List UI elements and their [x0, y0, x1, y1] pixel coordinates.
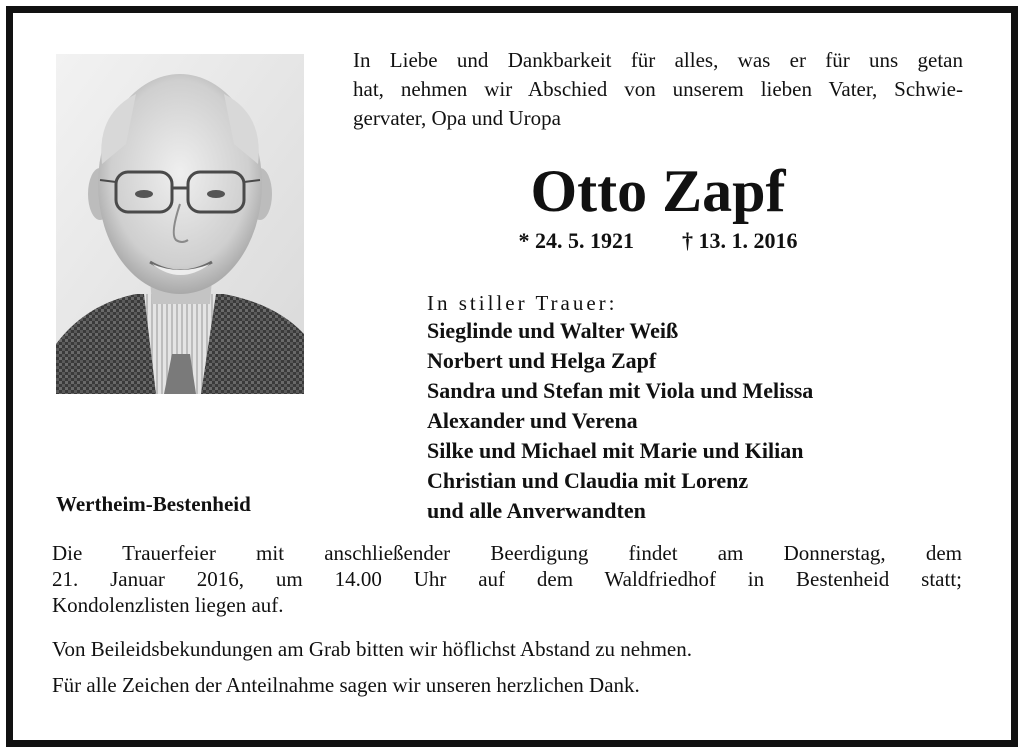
location: Wertheim-Bestenheid	[56, 492, 251, 516]
life-dates	[353, 226, 963, 256]
funeral-details	[52, 540, 962, 618]
birth-date: * 24. 5. 1921	[518, 228, 634, 253]
mourner-name: Sandra und Stefan mit Viola und Melissa	[427, 378, 814, 403]
mourner-name: Norbert und Helga Zapf	[427, 348, 657, 373]
portrait-photo	[56, 54, 304, 394]
intro-line: gervater, Opa und Uropa	[353, 106, 561, 130]
intro-line: hat, nehmen wir Abschied von unserem lieben Vater, Schwie-	[353, 77, 963, 101]
mourner-name: Silke und Michael mit Marie und Kilian	[427, 438, 804, 463]
thanks-note: Für alle Zeichen der Anteilnahme sagen wir unseren herzlichen Dank.	[52, 673, 640, 697]
funeral-line: 21. Januar 2016, um 14.00 Uhr auf dem Waldfriedhof in Bestenheid statt;	[52, 567, 962, 591]
funeral-line: Kondolenzlisten liegen auf.	[52, 593, 284, 617]
mourner-name: und alle Anverwandten	[427, 498, 646, 523]
funeral-line: Die Trauerfeier mit anschließender Beerdigung findet am Donnerstag, dem	[52, 541, 962, 565]
mourners-heading: In stiller Trauer:	[427, 291, 618, 315]
condolence-note: Von Beileidsbekundungen am Grab bitten wir höflichst Abstand zu nehmen.	[52, 637, 692, 661]
death-date: † 13. 1. 2016	[682, 228, 798, 253]
mourners-block	[427, 290, 987, 526]
intro-text	[353, 46, 963, 133]
mourner-name: Sieglinde und Walter Weiß	[427, 318, 679, 343]
mourner-name: Alexander und Verena	[427, 408, 638, 433]
intro-line: In Liebe und Dankbarkeit für alles, was er für uns getan	[353, 48, 963, 72]
mourner-name: Christian und Claudia mit Lorenz	[427, 468, 749, 493]
deceased-name: Otto Zapf	[530, 158, 786, 224]
